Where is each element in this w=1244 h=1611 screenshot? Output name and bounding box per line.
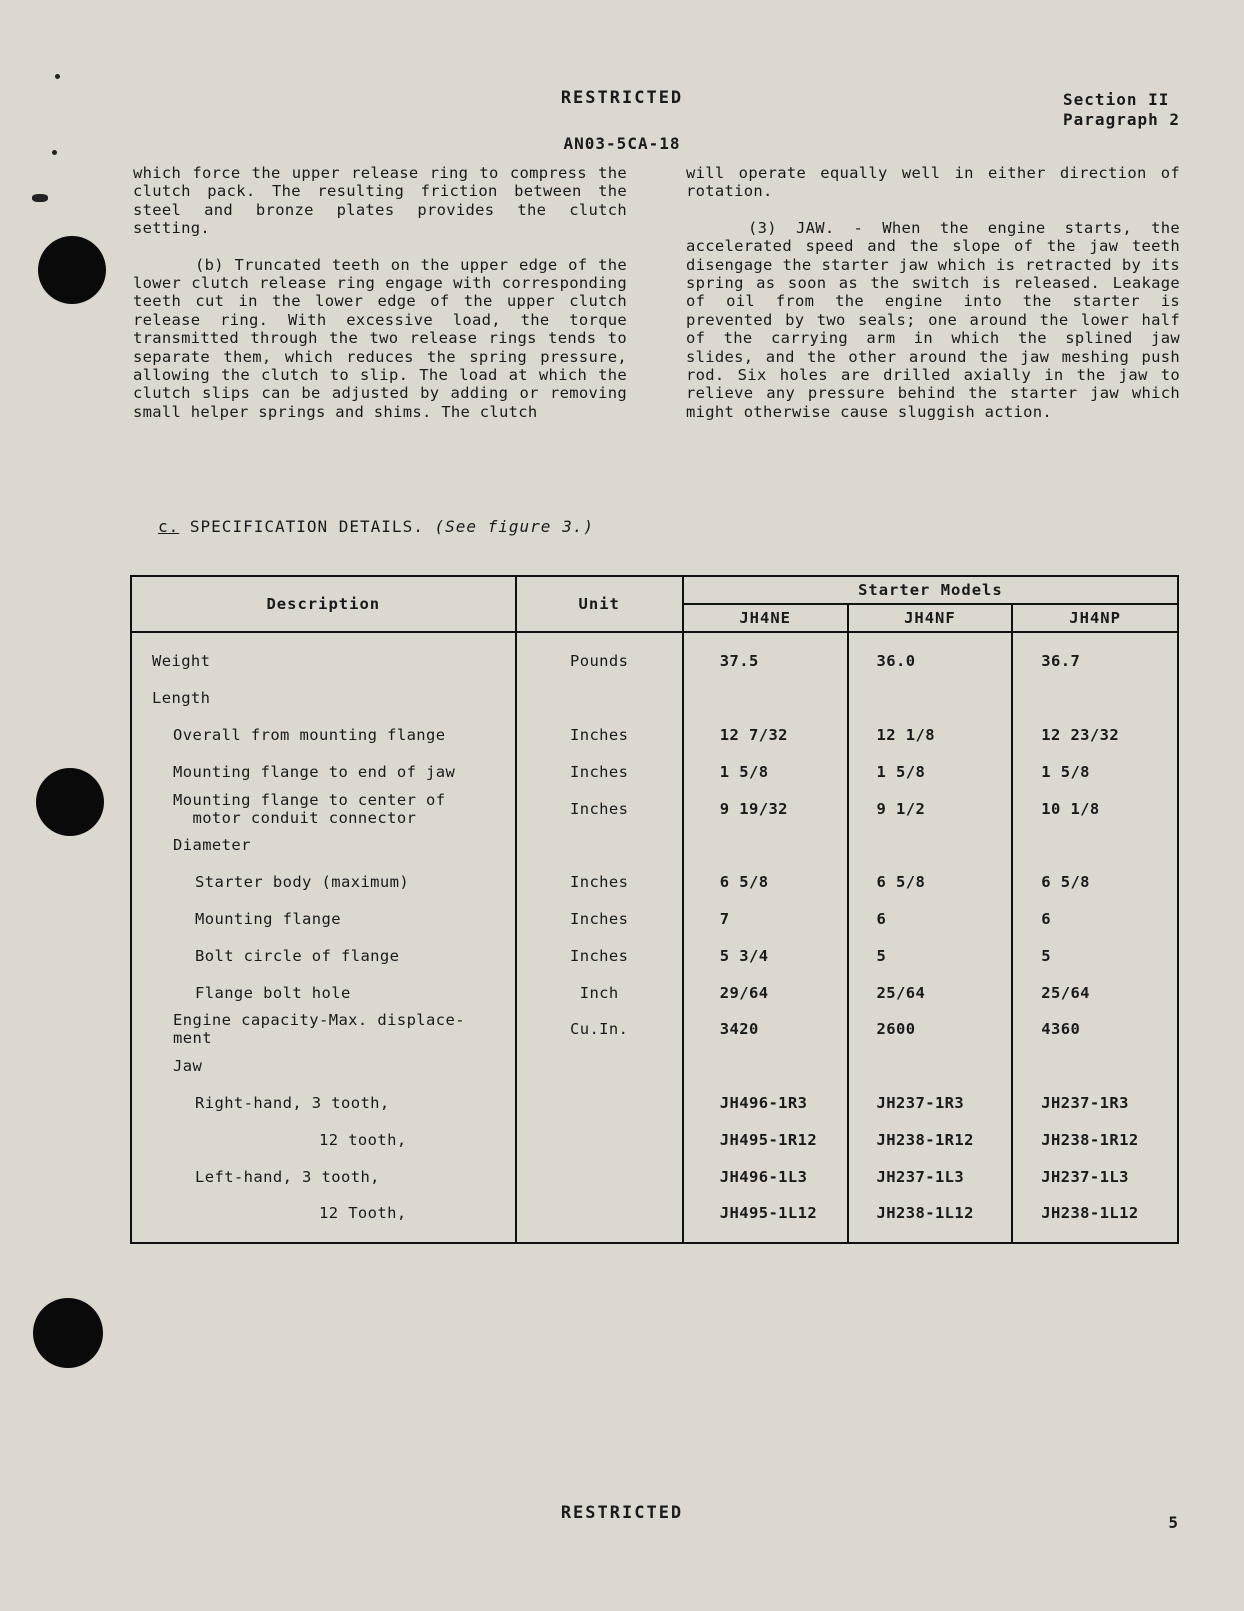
binder-hole-top [38, 236, 106, 304]
row-value: 25/64 [848, 974, 1013, 1011]
spec-heading [158, 517, 594, 536]
row-value: JH495-1L12 [683, 1195, 848, 1243]
row-value: 5 [1012, 937, 1178, 974]
row-unit [516, 1121, 683, 1158]
row-value: JH238-1L12 [848, 1195, 1013, 1243]
table-row [131, 937, 1178, 974]
row-value: 6 [1012, 901, 1178, 938]
spec-table-body [131, 632, 1178, 1243]
page-number: 5 [1168, 1513, 1178, 1532]
left-paragraph-2: (b) Truncated teeth on the upper edge of the lower clutch release ring engage with corresponding teeth cut in the lower edge of the upper clutch release ring. With excessive load, the torque transmitted through the two release rings tends to separate them, which reduces the spring pressure, allowing the clutch to slip. The load at which the clutch slips can be adjusted by adding or removing small helper springs and shims. The clutch [133, 255, 627, 421]
row-value [848, 1048, 1013, 1085]
spec-heading-title: SPECIFICATION DETAILS. [189, 517, 424, 536]
table-row [131, 1121, 1178, 1158]
row-unit [516, 1158, 683, 1195]
left-paragraph-1: which force the upper release ring to compress the clutch pack. The resulting friction between the steel and bronze plates provides the clutch setting. [133, 164, 627, 238]
row-description: Weight [131, 632, 516, 680]
row-value: JH238-1R12 [1012, 1121, 1178, 1158]
row-description: 12 tooth, [131, 1121, 516, 1158]
row-value [683, 680, 848, 717]
row-unit [516, 680, 683, 717]
row-description: Overall from mounting flange [131, 717, 516, 754]
row-unit [516, 827, 683, 864]
table-row [131, 827, 1178, 864]
row-unit: Inches [516, 790, 683, 827]
row-value: 2600 [848, 1011, 1013, 1048]
row-value: JH237-1R3 [848, 1085, 1013, 1122]
row-unit: Inches [516, 717, 683, 754]
row-value: 10 1/8 [1012, 790, 1178, 827]
paragraph-label: Paragraph 2 [1063, 110, 1180, 129]
col-header-starter-models: Starter Models [683, 576, 1178, 604]
row-value: 36.0 [848, 632, 1013, 680]
footer-classification: RESTRICTED [560, 1503, 684, 1523]
row-value [848, 827, 1013, 864]
row-description: Bolt circle of flange [131, 937, 516, 974]
table-row [131, 1158, 1178, 1195]
row-value: 1 5/8 [683, 753, 848, 790]
speck [32, 194, 48, 202]
right-paragraph-2: (3) JAW. - When the engine starts, the accelerated speed and the slope of the jaw teeth disengage the starter jaw which is retracted by its spring as soon as the switch is released. Leakage of oil from the engine into the starter is prevented by two seals; one around the lower half of the carrying arm in which the splined jaw slides, and the other around the jaw meshing push rod. Six holes are drilled axially in the jaw to relieve any pressure behind the starter jaw which might otherwise cause sluggish action. [686, 218, 1180, 421]
row-description: Jaw [131, 1048, 516, 1085]
row-value: 7 [683, 901, 848, 938]
row-value: JH237-1L3 [1012, 1158, 1178, 1195]
row-value: JH238-1L12 [1012, 1195, 1178, 1243]
row-value: 4360 [1012, 1011, 1178, 1048]
spec-table [130, 575, 1179, 1244]
row-description: 12 Tooth, [131, 1195, 516, 1243]
row-description: Mounting flange to end of jaw [131, 753, 516, 790]
col-header-unit: Unit [516, 576, 683, 632]
row-unit: Inch [516, 974, 683, 1011]
col-header-model: JH4NP [1012, 604, 1178, 632]
table-row [131, 1085, 1178, 1122]
table-row [131, 753, 1178, 790]
left-column [133, 164, 627, 439]
row-value [848, 680, 1013, 717]
row-value: JH496-1R3 [683, 1085, 848, 1122]
row-unit: Pounds [516, 632, 683, 680]
row-unit: Inches [516, 864, 683, 901]
speck [55, 74, 60, 79]
row-value: 12 7/32 [683, 717, 848, 754]
header-classification: RESTRICTED [560, 88, 684, 108]
row-value: JH496-1L3 [683, 1158, 848, 1195]
row-description: Mounting flange to center of motor conduit connector [131, 790, 516, 827]
row-unit: Inches [516, 753, 683, 790]
header-section-info [1063, 90, 1180, 130]
row-description: Length [131, 680, 516, 717]
row-value: 9 19/32 [683, 790, 848, 827]
row-value [1012, 680, 1178, 717]
row-value: 12 1/8 [848, 717, 1013, 754]
table-row [131, 1011, 1178, 1048]
row-value [683, 1048, 848, 1085]
row-value: 3420 [683, 1011, 848, 1048]
col-header-model: JH4NE [683, 604, 848, 632]
binder-hole-bottom [33, 1298, 103, 1368]
table-row [131, 974, 1178, 1011]
binder-hole-middle [36, 768, 104, 836]
col-header-description: Description [131, 576, 516, 632]
row-value [1012, 1048, 1178, 1085]
row-value: 1 5/8 [1012, 753, 1178, 790]
row-description: Mounting flange [131, 901, 516, 938]
row-unit [516, 1048, 683, 1085]
row-description: Right-hand, 3 tooth, [131, 1085, 516, 1122]
row-value: 6 5/8 [1012, 864, 1178, 901]
row-unit [516, 1195, 683, 1243]
row-description: Diameter [131, 827, 516, 864]
table-row [131, 1048, 1178, 1085]
row-value: 9 1/2 [848, 790, 1013, 827]
row-value: 5 3/4 [683, 937, 848, 974]
col-header-model: JH4NF [848, 604, 1013, 632]
row-value: 5 [848, 937, 1013, 974]
row-description: Engine capacity-Max. displace- ment [131, 1011, 516, 1048]
row-value: 25/64 [1012, 974, 1178, 1011]
row-value: 6 5/8 [848, 864, 1013, 901]
table-row [131, 864, 1178, 901]
table-row [131, 680, 1178, 717]
row-unit [516, 1085, 683, 1122]
right-column [686, 164, 1180, 439]
row-value: 12 23/32 [1012, 717, 1178, 754]
table-row [131, 1195, 1178, 1243]
row-value: 37.5 [683, 632, 848, 680]
row-description: Flange bolt hole [131, 974, 516, 1011]
document-number: AN03-5CA-18 [563, 134, 681, 153]
row-description: Starter body (maximum) [131, 864, 516, 901]
row-unit: Inches [516, 901, 683, 938]
row-value [1012, 827, 1178, 864]
row-description: Left-hand, 3 tooth, [131, 1158, 516, 1195]
row-value: 29/64 [683, 974, 848, 1011]
row-value [683, 827, 848, 864]
row-value: JH237-1L3 [848, 1158, 1013, 1195]
row-value: 6 [848, 901, 1013, 938]
row-value: JH495-1R12 [683, 1121, 848, 1158]
row-value: JH238-1R12 [848, 1121, 1013, 1158]
table-row [131, 790, 1178, 827]
spec-heading-ref: (See figure 3.) [434, 517, 594, 536]
row-unit: Cu.In. [516, 1011, 683, 1048]
table-row [131, 901, 1178, 938]
row-value: 1 5/8 [848, 753, 1013, 790]
row-unit: Inches [516, 937, 683, 974]
right-paragraph-1: will operate equally well in either direction of rotation. [686, 164, 1180, 201]
table-row [131, 717, 1178, 754]
spec-heading-letter: c. [158, 517, 180, 536]
row-value: JH237-1R3 [1012, 1085, 1178, 1122]
section-label: Section II [1063, 90, 1170, 109]
table-row [131, 632, 1178, 680]
row-value: 36.7 [1012, 632, 1178, 680]
row-value: 6 5/8 [683, 864, 848, 901]
